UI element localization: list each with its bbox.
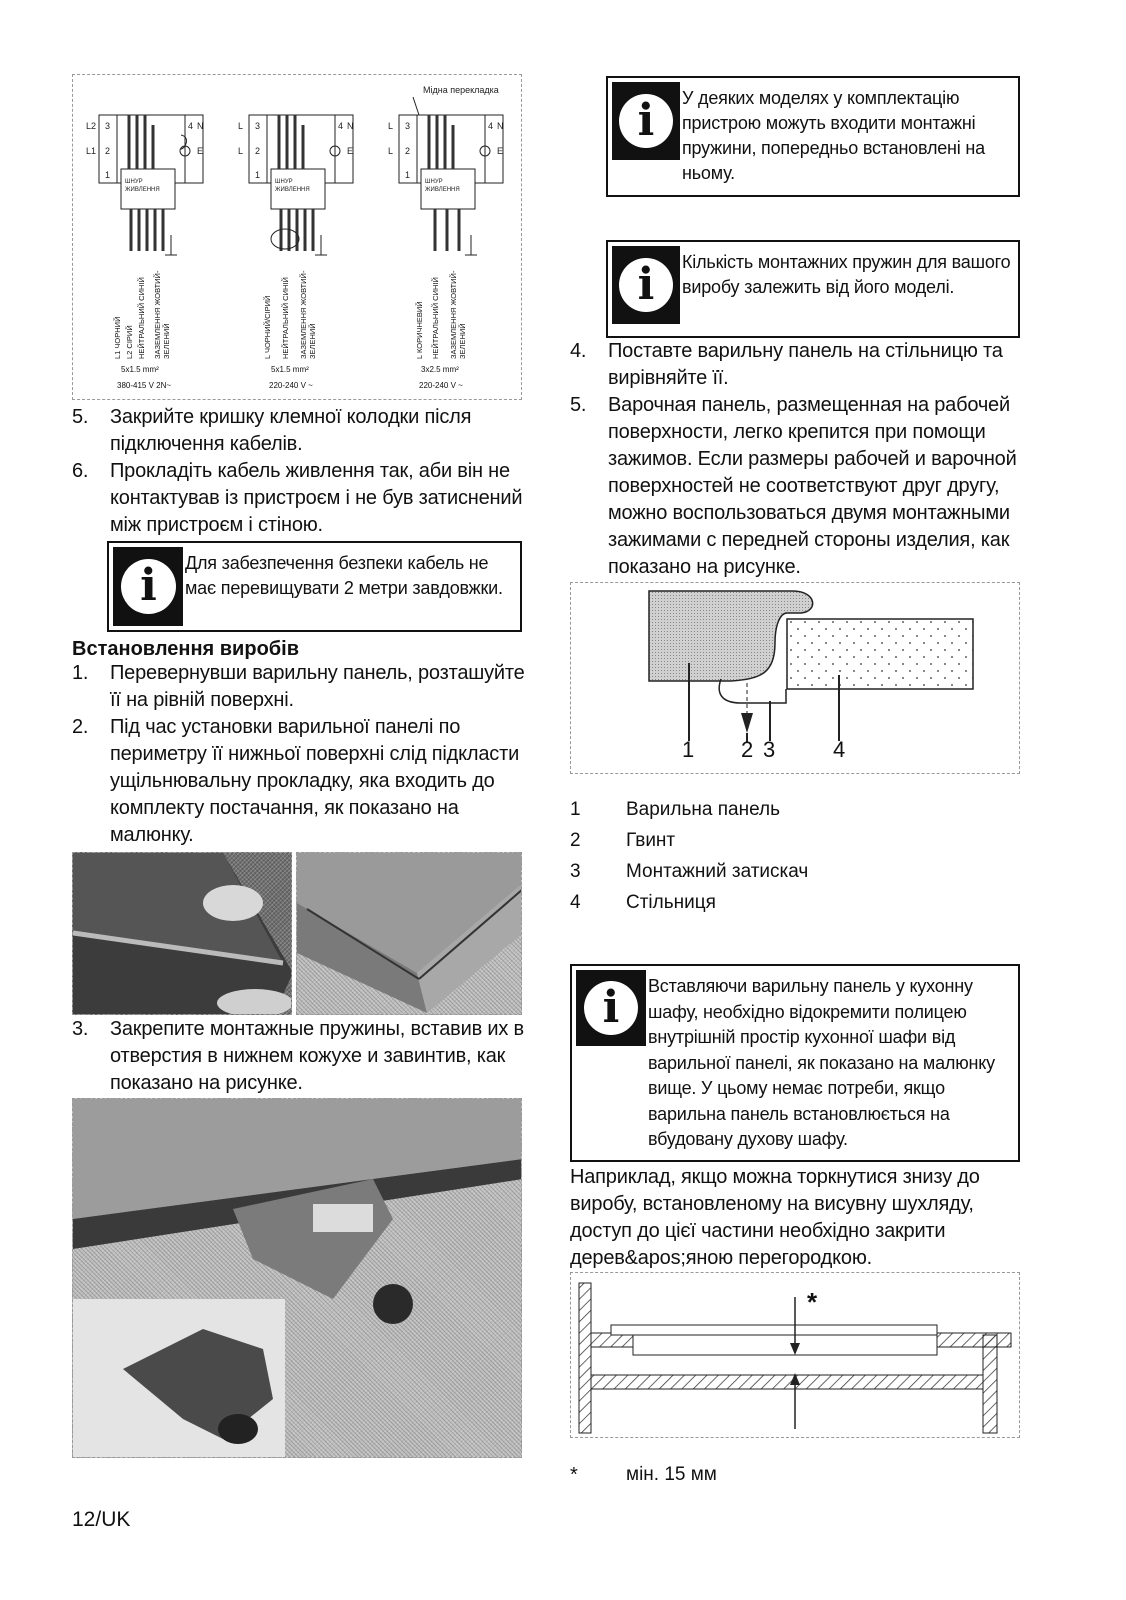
svg-text:L: L xyxy=(388,146,394,156)
svg-text:4: 4 xyxy=(488,121,494,131)
right-step-5: 5. Варочная панель, размещенная на рабочей поверхности, легко крепится при помощи зажимов. Если размеры рабочей и варочной поверхностей не соответствуют друг другу, можно воспользоваться двумя монтажными зажимами с передней стороны изделия, как показано на рисунке. xyxy=(570,394,1017,578)
svg-text:L1: L1 xyxy=(86,146,97,156)
svg-text:3: 3 xyxy=(105,121,111,131)
svg-text:L: L xyxy=(388,121,394,131)
wire-labels-2: L ЧОРНИЙ/СІРИЙ НЕЙТРАЛЬНИЙ СИНІЙ ЗАЗЕМЛЕННЯ ЖОВТИЙ-ЗЕЛЕНИЙ xyxy=(263,270,317,359)
info-icon: i xyxy=(612,246,680,324)
cable-spec-3: 3x2.5 mm² xyxy=(421,365,459,374)
svg-text:N: N xyxy=(197,121,204,131)
svg-text:E: E xyxy=(497,146,504,156)
svg-text:1: 1 xyxy=(405,170,411,180)
spring-photo xyxy=(72,1098,522,1458)
footnote-mark: * xyxy=(570,1464,578,1486)
wiring-diagram-figure xyxy=(72,74,522,400)
voltage-2: 220-240 V ~ xyxy=(269,381,313,390)
svg-text:3: 3 xyxy=(255,121,261,131)
fig-number-2: 2 xyxy=(741,737,754,762)
info-icon: i xyxy=(612,82,680,160)
svg-text:4: 4 xyxy=(338,121,344,131)
gasket-photo-1 xyxy=(72,852,292,1015)
page-number: 12/UK xyxy=(72,1508,131,1531)
cable-spec-1: 5x1.5 mm² xyxy=(121,365,159,374)
legend-item: 2 Гвинт xyxy=(570,830,676,851)
clamp-cross-section-figure xyxy=(570,582,1020,774)
fig-number-4: 4 xyxy=(833,737,846,762)
info-icon: i xyxy=(576,970,646,1046)
svg-text:N: N xyxy=(347,121,354,131)
left-step-5: 5. Закрийте кришку клемної колодки після підключення кабелів. xyxy=(72,406,472,455)
section-heading: Встановлення виробів xyxy=(72,638,299,660)
asterisk-marker: * xyxy=(807,1287,818,1317)
svg-text:ЖИВЛЕННЯ: ЖИВЛЕННЯ xyxy=(125,187,160,193)
left-step-2: 2. Під час установки варильної панелі по периметру її нижньої поверхні слід підкласти ущільнювальну прокладку, яка входить до комплекту постачання, як показано на малюнку. xyxy=(72,716,520,846)
note-preinstalled-springs: i У деяких моделях у комплектацію пристрою можуть входити монтажні пружини, попередньо встановлені на ньому. xyxy=(606,76,1020,197)
cable-spec-2: 5x1.5 mm² xyxy=(271,365,309,374)
wiring-diagram-2 xyxy=(238,115,354,255)
svg-text:L: L xyxy=(238,146,244,156)
voltage-3: 220-240 V ~ xyxy=(419,381,463,390)
note-cabinet-shelf: i Вставляючи варильну панель у кухонну шафу, необхідно відокремити полицею внутрішній простір кухонної шафи від варильної панелі, як показано на малюнку вище. У цьому немає потреби, якщо варильна панель встановлюється на вбудовану духову шафу. xyxy=(570,964,1020,1162)
gasket-photo-2 xyxy=(296,852,522,1015)
svg-text:ЖИВЛЕННЯ: ЖИВЛЕННЯ xyxy=(425,187,460,193)
wiring-diagram-3 xyxy=(388,97,504,255)
copper-bridge-label: Мідна перекладка xyxy=(423,85,499,95)
svg-text:2: 2 xyxy=(105,146,111,156)
legend-item: 1 Варильна панель xyxy=(570,799,781,820)
svg-text:L: L xyxy=(238,121,244,131)
svg-text:1: 1 xyxy=(105,170,111,180)
left-step-1: 1. Перевернувши варильну панель, розташуйте її на рівній поверхні. xyxy=(72,662,525,711)
svg-text:E: E xyxy=(347,146,354,156)
example-paragraph: Наприклад, якщо можна торкнутися знизу до виробу, встановленому на висувну шухляду, доступ до цієї частини необхідно закрити дерев&apos;яною перегородкою. xyxy=(570,1166,980,1269)
wire-labels-1: L1 ЧОРНИЙ L2 СІРИЙ НЕЙТРАЛЬНИЙ СИНІЙ ЗАЗЕМЛЕННЯ ЖОВТИЙ-ЗЕЛЕНИЙ xyxy=(113,270,171,359)
right-step-4: 4. Поставте варильну панель на стільницю та вирівняйте її. xyxy=(570,340,1003,389)
note-springs-count: i Кількість монтажних пружин для вашого виробу залежить від його моделі. xyxy=(606,240,1020,338)
drawer-cross-section xyxy=(571,1273,1020,1438)
wire-labels-3: L КОРИЧНЕВИЙ НЕЙТРАЛЬНИЙ СИНІЙ ЗАЗЕМЛЕННЯ ЖОВТИЙ-ЗЕЛЕНИЙ xyxy=(415,270,467,359)
fig-number-3: 3 xyxy=(763,737,776,762)
svg-text:L2: L2 xyxy=(86,121,97,131)
legend-item: 3 Монтажний затискач xyxy=(570,861,809,882)
svg-text:ЖИВЛЕННЯ: ЖИВЛЕННЯ xyxy=(275,187,310,193)
svg-text:3: 3 xyxy=(405,121,411,131)
wiring-diagram-1 xyxy=(86,115,204,255)
voltage-1: 380-415 V 2N~ xyxy=(117,381,172,390)
svg-text:ШНУР: ШНУР xyxy=(125,179,143,185)
svg-text:ШНУР: ШНУР xyxy=(275,179,293,185)
svg-text:N: N xyxy=(497,121,504,131)
left-step-6: 6. Прокладіть кабель живлення так, аби він не контактував із пристроєм і не був затиснений між пристроєм і стіною. xyxy=(72,460,523,536)
svg-text:2: 2 xyxy=(255,146,261,156)
legend-item: 4 Стільниця xyxy=(570,892,716,913)
note-cable-length: i Для забезпечення безпеки кабель не має перевищувати 2 метри завдовжки. xyxy=(107,541,522,632)
fig-number-1: 1 xyxy=(682,737,695,762)
svg-text:ШНУР: ШНУР xyxy=(425,179,443,185)
svg-text:4: 4 xyxy=(188,121,194,131)
left-step-3: 3. Закрепите монтажные пружины, вставив их в отверстия в нижнем кожухе и завинтив, как показано на рисунке. xyxy=(72,1018,524,1094)
svg-text:1: 1 xyxy=(255,170,261,180)
svg-text:2: 2 xyxy=(405,146,411,156)
drawer-cross-section-figure xyxy=(570,1272,1020,1438)
svg-text:E: E xyxy=(197,146,204,156)
footnote-text: мін. 15 мм xyxy=(626,1464,717,1485)
clamp-cross-section xyxy=(571,583,1020,774)
info-icon: i xyxy=(113,547,183,626)
